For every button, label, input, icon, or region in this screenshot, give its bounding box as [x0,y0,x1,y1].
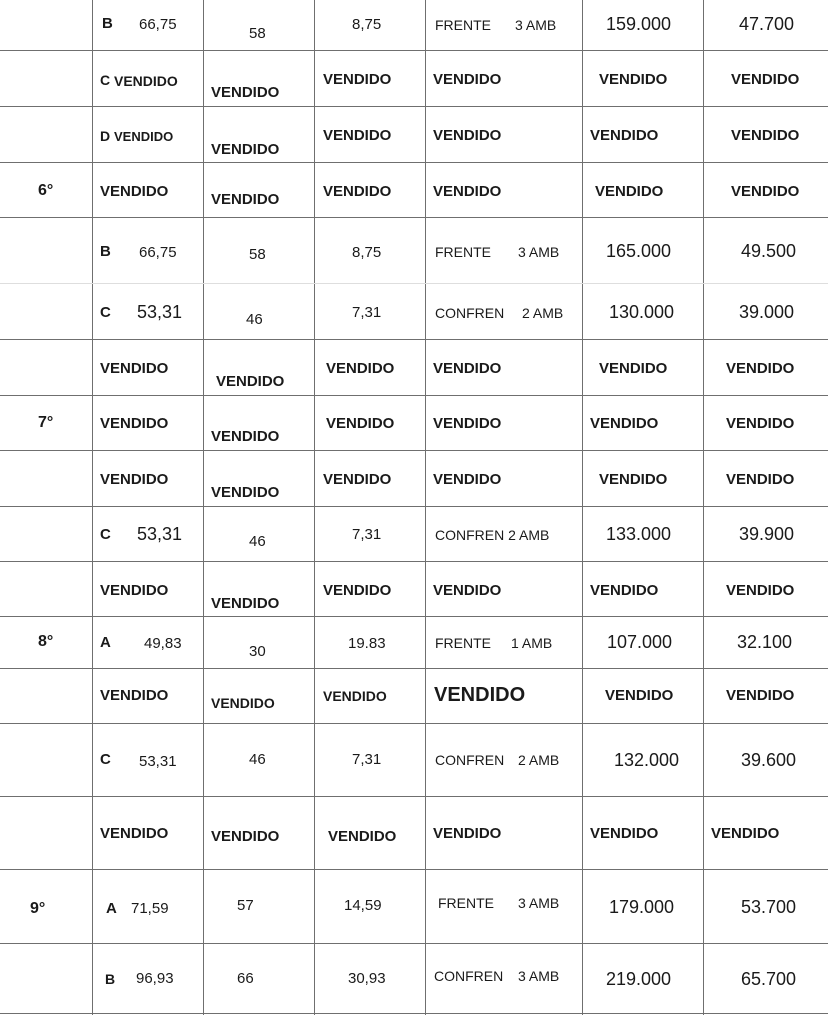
uncovered-area: VENDIDO [323,582,392,599]
down-payment: 47.700 [739,14,795,34]
table-row [0,723,828,796]
uncovered-area: VENDIDO [328,828,397,845]
uncovered-area: 7,31 [352,304,382,321]
orientation: VENDIDO [433,825,502,842]
table-row [0,561,828,616]
unit-letter: D [100,128,111,144]
price: VENDIDO [605,687,674,704]
unit-letter: C [100,526,111,543]
floor-label: 8° [38,633,54,650]
total-area: VENDIDO [100,183,169,200]
price: 132.000 [614,750,680,770]
covered-area: VENDIDO [211,84,280,101]
total-area: 53,31 [137,302,183,322]
unit-letter: B [102,15,113,32]
uncovered-area: VENDIDO [323,471,392,488]
down-payment: VENDIDO [726,471,795,488]
down-payment: VENDIDO [731,127,800,144]
total-area: VENDIDO [114,73,178,89]
uncovered-area: 14,59 [344,897,382,914]
orientation: FRENTE [438,895,494,911]
orientation: FRENTE [435,244,491,260]
unit-letter: A [100,634,111,651]
orientation: VENDIDO [433,415,502,432]
rooms: 3 AMB [518,968,560,984]
table-row [0,668,828,723]
total-area: VENDIDO [100,471,169,488]
covered-area: VENDIDO [211,828,280,845]
total-area: VENDIDO [100,687,169,704]
down-payment: 32.100 [737,632,793,652]
covered-area: 66 [237,970,254,987]
total-area: VENDIDO [100,360,169,377]
price: VENDIDO [590,825,659,842]
uncovered-area: VENDIDO [323,71,392,88]
rooms: 2 AMB [522,305,564,321]
orientation: FRENTE [435,635,491,651]
total-area: VENDIDO [100,415,169,432]
price: 219.000 [606,969,672,989]
down-payment: 49.500 [741,241,797,261]
total-area: VENDIDO [100,582,169,599]
rooms: 2 AMB [518,752,560,768]
floor-label: 9° [30,900,46,917]
table-row [0,395,828,450]
uncovered-area: VENDIDO [326,415,395,432]
covered-area: 57 [237,897,254,914]
orientation: VENDIDO [433,183,502,200]
price: 107.000 [607,632,673,652]
down-payment: VENDIDO [731,183,800,200]
covered-area: VENDIDO [211,191,280,208]
price: VENDIDO [590,415,659,432]
orientation: FRENTE [435,17,491,33]
table-row [0,450,828,506]
table-row [0,616,828,668]
table-row [0,506,828,561]
covered-area: VENDIDO [211,428,280,445]
unit-letter: C [100,304,111,321]
price: 133.000 [606,524,672,544]
price: VENDIDO [590,127,659,144]
uncovered-area: 7,31 [352,751,382,768]
uncovered-area: VENDIDO [323,127,392,144]
orientation: VENDIDO [433,582,502,599]
floor-label: 6° [38,182,54,199]
covered-area: 58 [249,25,266,42]
unit-letter: C [100,72,111,88]
down-payment: 39.000 [739,302,795,322]
down-payment: VENDIDO [726,415,795,432]
covered-area: 46 [249,751,266,768]
down-payment: VENDIDO [726,582,795,599]
total-area: VENDIDO [100,825,169,842]
total-area: 66,75 [139,16,177,33]
row-divider [0,1013,828,1014]
total-area: 49,83 [144,635,182,652]
down-payment: VENDIDO [726,687,795,704]
unit-letter: A [106,900,117,917]
orientation: VENDIDO [433,360,502,377]
covered-area: VENDIDO [211,695,275,711]
price: 159.000 [606,14,672,34]
total-area: VENDIDO [114,129,174,144]
price: VENDIDO [595,183,664,200]
uncovered-area: 8,75 [352,244,382,261]
covered-area: VENDIDO [211,595,280,612]
table-row [0,869,828,943]
price: VENDIDO [599,360,668,377]
unit-letter: B [105,971,116,987]
covered-area: 58 [249,246,266,263]
price: VENDIDO [599,471,668,488]
total-area: 66,75 [139,244,177,261]
price: 179.000 [609,897,675,917]
total-area: 96,93 [136,970,174,987]
covered-area: 30 [249,643,266,660]
table-row [0,217,828,283]
down-payment: VENDIDO [711,825,780,842]
covered-area: VENDIDO [211,484,280,501]
down-payment: 53.700 [741,897,797,917]
price: 130.000 [609,302,675,322]
rooms: 1 AMB [511,635,553,651]
table-row [0,339,828,395]
down-payment: 39.600 [741,750,797,770]
total-area: 71,59 [131,900,169,917]
orientation: CONFREN [435,305,505,321]
uncovered-area: VENDIDO [326,360,395,377]
rooms: 3 AMB [518,244,560,260]
uncovered-area: VENDIDO [323,183,392,200]
down-payment: VENDIDO [726,360,795,377]
table-row [0,796,828,869]
table-row [0,283,828,339]
floor-label: 7° [38,414,54,431]
uncovered-area: 30,93 [348,970,386,987]
covered-area: VENDIDO [211,141,280,158]
orientation: VENDIDO [433,71,502,88]
down-payment: VENDIDO [731,71,800,88]
table-row [0,50,828,106]
table-row [0,943,828,1013]
orientation: CONFREN [434,968,504,984]
covered-area: 46 [249,533,266,550]
orientation: CONFREN 2 AMB [435,527,550,543]
rooms: 3 AMB [515,17,557,33]
price: VENDIDO [599,71,668,88]
covered-area: 46 [246,311,263,328]
total-area: 53,31 [137,524,183,544]
covered-area: VENDIDO [216,373,285,390]
table-row [0,106,828,162]
down-payment: 39.900 [739,524,795,544]
uncovered-area: 8,75 [352,16,382,33]
uncovered-area: VENDIDO [323,688,387,704]
orientation: VENDIDO [433,127,502,144]
unit-letter: B [100,243,111,260]
down-payment: 65.700 [741,969,797,989]
price: VENDIDO [590,582,659,599]
orientation: CONFREN [435,752,505,768]
uncovered-area: 19.83 [348,635,386,652]
rooms: 3 AMB [518,895,560,911]
table-row [0,0,828,50]
table-row [0,162,828,217]
price: 165.000 [606,241,672,261]
orientation: VENDIDO [433,471,502,488]
orientation: VENDIDO [434,684,526,706]
uncovered-area: 7,31 [352,526,382,543]
total-area: 53,31 [139,753,177,770]
unit-letter: C [100,751,111,768]
